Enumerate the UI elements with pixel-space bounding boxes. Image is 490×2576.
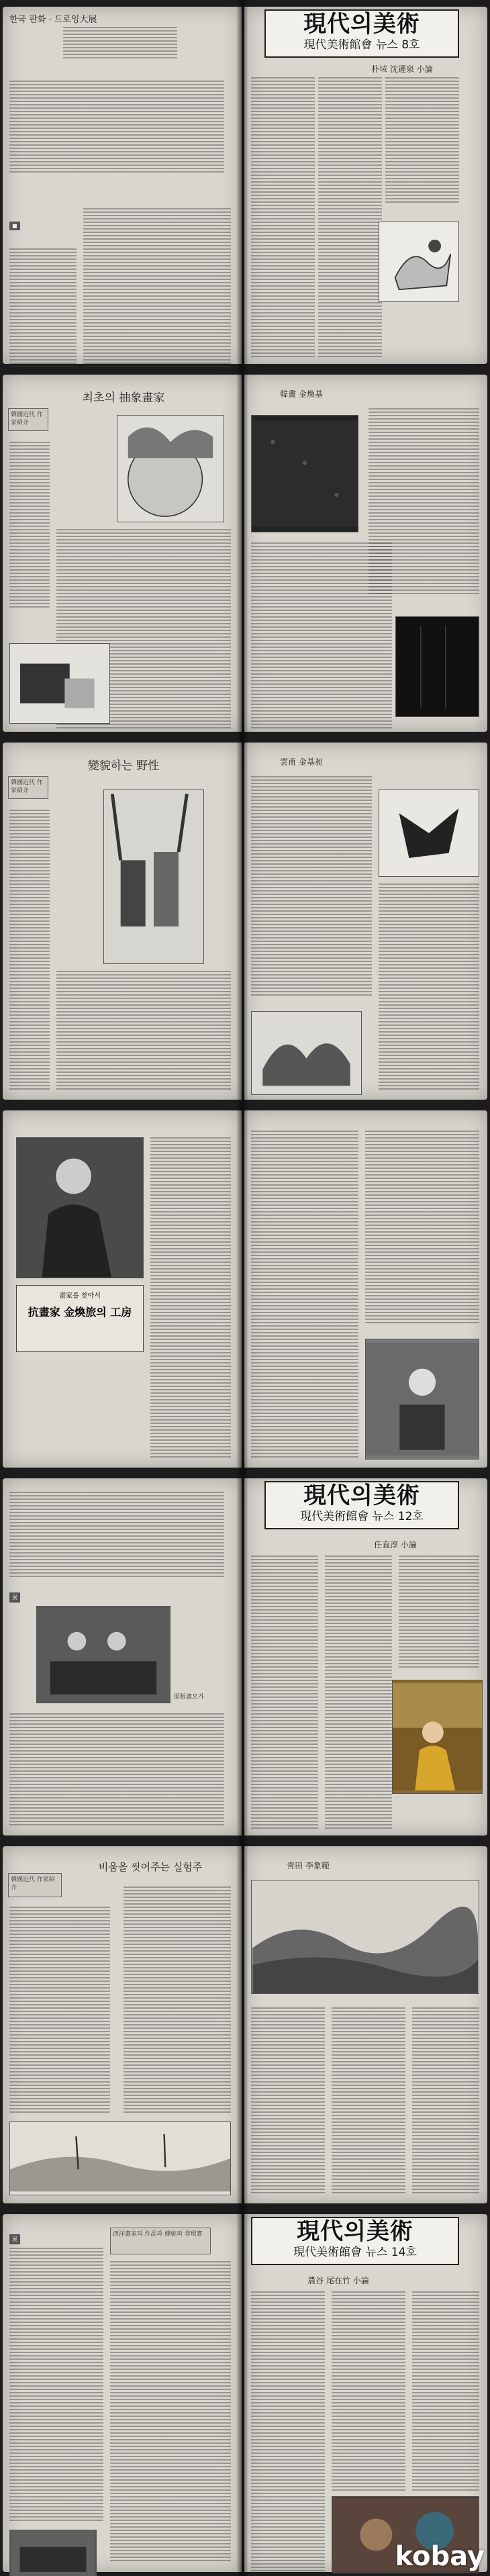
newsletter-banner (264, 1481, 459, 1529)
book-gutter (236, 1104, 248, 1472)
text-column (9, 1713, 224, 1827)
text-column (412, 2291, 479, 2493)
banner-subtitle: 現代美術館會 뉴스 8호 (303, 38, 420, 52)
book-gutter (236, 368, 248, 736)
text-column (325, 1556, 392, 1831)
newsletter-banner (264, 9, 459, 58)
article-byline: 韓畫 金煥基 (280, 389, 323, 399)
text-column (399, 1556, 479, 1670)
page-right (244, 1478, 487, 1835)
listing-block (9, 1492, 224, 1579)
page-left (3, 743, 242, 1100)
article-headline: 비움을 씻어주는 실험주 (98, 1861, 203, 1873)
text-column (56, 971, 231, 1092)
text-column (251, 1131, 358, 1460)
spread-6 (0, 1840, 490, 2207)
article-byline: 靑田 李象範 (287, 1861, 330, 1870)
series-label: 韓國近代 作家紹介 (8, 776, 48, 799)
left-page-header: 한국 판화 · 드로잉大展 (9, 15, 97, 25)
spread-1 (0, 0, 490, 368)
section-tag: 展 (9, 2234, 20, 2244)
text-column (251, 776, 372, 998)
article-byline: 雲甫 金基昶 (280, 757, 323, 767)
spread-5 (0, 1472, 490, 1840)
feature-title-box (16, 1285, 144, 1352)
page-left (3, 375, 242, 732)
studio-photo (365, 1339, 479, 1460)
text-column (110, 2261, 231, 2563)
banner-subtitle: 現代美術館會 뉴스 12호 (300, 1510, 424, 1523)
artwork-photo (251, 1880, 479, 1994)
artwork-photo (379, 222, 459, 302)
artwork-photo (9, 2121, 231, 2195)
text-column (9, 1907, 110, 2115)
article-byline: 任直淳 小論 (374, 1540, 417, 1549)
artwork-photo (251, 1011, 362, 1095)
text-column (251, 1556, 318, 1831)
spread-2 (0, 368, 490, 736)
text-column (150, 1137, 231, 1460)
page-left (3, 1110, 242, 1468)
artwork-photo (9, 643, 110, 724)
text-column (9, 2248, 103, 2523)
text-column (379, 884, 479, 1092)
banner-title: 現代의美術 (303, 1482, 420, 1509)
feature-kicker: 畫家를 찾아서 (59, 1292, 101, 1300)
text-column (251, 77, 315, 359)
article-headline: 최초의 抽象畫家 (82, 391, 165, 405)
text-column (332, 2007, 405, 2195)
event-photo (36, 1606, 170, 1703)
article-headline: 變貌하는 野性 (87, 759, 160, 773)
book-gutter (236, 736, 248, 1104)
watermark-logo: kobay (395, 2541, 485, 2572)
series-label: 韓國近代 作家紹介 (8, 408, 48, 431)
event-photo (9, 2530, 97, 2576)
banner-title: 現代의美術 (303, 11, 420, 38)
banner-subtitle: 現代美術館會 뉴스 14호 (293, 2246, 417, 2259)
spread-7 (0, 2207, 490, 2576)
listing-block (63, 27, 177, 60)
newsletter-banner (251, 2217, 459, 2265)
portrait-photo (16, 1137, 144, 1278)
book-gutter (236, 0, 248, 368)
page-left (3, 7, 242, 364)
text-column (9, 810, 50, 1092)
page-left (3, 1478, 242, 1835)
page-right (244, 375, 487, 732)
listing-block (9, 81, 224, 175)
section-tag: ■ (9, 222, 20, 230)
artwork-photo (117, 415, 224, 522)
artwork-photo (251, 415, 358, 532)
page-right (244, 1110, 487, 1468)
text-column (318, 77, 382, 359)
banner-title: 現代의美術 (297, 2218, 413, 2245)
page-right (244, 743, 487, 1100)
spread-3 (0, 736, 490, 1104)
page-left (3, 1846, 242, 2203)
text-column (365, 1131, 479, 1325)
text-column (251, 542, 392, 730)
article-byline: 朴𡊸 沈遜泉 小論 (371, 64, 433, 74)
text-column (385, 77, 459, 205)
page-right (244, 1846, 487, 2203)
book-gutter (236, 2207, 248, 2576)
text-column (83, 208, 231, 368)
artwork-photo (395, 616, 479, 717)
text-column (412, 2007, 479, 2195)
feature-title: 抗畫家 金煥旅의 工房 (28, 1306, 132, 1319)
artwork-photo (103, 790, 204, 964)
highlight-box: 西洋畫家의 作品과 傳統의 非現實 (110, 2228, 211, 2254)
text-column (251, 2007, 325, 2195)
text-column (9, 248, 77, 368)
text-column (9, 442, 50, 610)
painter-photo (392, 1680, 483, 1794)
page-right (244, 7, 487, 364)
text-column (251, 2291, 325, 2573)
book-gutter (236, 1472, 248, 1840)
article-byline: 農谷 尾在竹 小論 (307, 2276, 369, 2285)
artwork-photo (379, 790, 479, 877)
spread-4 (0, 1104, 490, 1472)
text-column (332, 2291, 405, 2493)
photo-caption: 原版畫오가 (174, 1694, 204, 1701)
book-gutter (236, 1840, 248, 2207)
page-left (3, 2214, 242, 2572)
series-label: 韓國近代 作家紹介 (8, 1873, 62, 1897)
page-right (244, 2214, 487, 2572)
section-tag: 展 (9, 1592, 20, 1603)
text-column (124, 1887, 231, 2115)
